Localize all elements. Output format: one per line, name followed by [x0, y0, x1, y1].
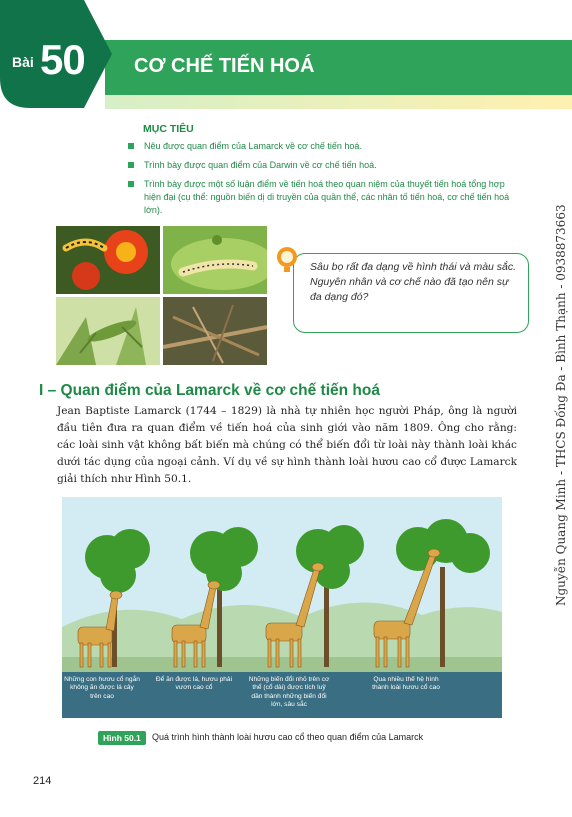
figure-step-caption: Những biến đổi nhỏ trên cơ thể (cổ dài) được tích luỹ dần thành những biến đổi lớn, sâu sắc	[248, 676, 330, 709]
photo-caterpillar-on-leaf	[163, 226, 267, 294]
objective-item: Trình bày được quan điểm của Darwin về cơ chế tiến hoá.	[124, 159, 519, 172]
section-paragraph: Jean Baptiste Lamarck (1744 – 1829) là nhà tự nhiên học người Pháp, ông là người đầu tiên đưa ra quan điểm về tiến hoá của sinh giới vào năm 1809. Ông cho rằng: các loài sinh vật không bất biến mà chúng có thể biến đổi từ loài này thành loài khác dưới tác dụng của ngoại cảnh. Ví dụ về sự hình thành loài hươu cao cổ được Lamarck giải thích như Hình 50.1.	[57, 405, 517, 485]
figure-step-caption: Những con hươu cổ ngắn không ăn được lá cây trên cao	[64, 676, 140, 700]
photo-grasshopper	[56, 297, 160, 365]
photo-stick-insect	[163, 297, 267, 365]
page-number: 214	[33, 775, 52, 787]
side-watermark	[536, 188, 568, 608]
objective-item: Trình bày được một số luận điểm về tiến hoá theo quan niệm của thuyết tiến hoá tổng hợp hiện đại (cụ thể: nguồn biến dị di truyền của quần thể, các nhân tố tiến hoá, cơ chế tiến hoá lớn).	[124, 178, 519, 217]
lightbulb-icon	[276, 246, 298, 274]
figure-label: Hình 50.1	[98, 731, 146, 745]
question-text: Sâu bọ rất đa dạng về hình thái và màu sắc. Nguyên nhân và cơ chế nào đã tạo nên sự đa dạng đó?	[310, 261, 517, 303]
lesson-title: CƠ CHẾ TIẾN HOÁ	[134, 55, 315, 77]
figure-caption: Quá trình hình thành loài hươu cao cổ theo quan điểm của Lamarck	[152, 732, 424, 742]
figure-step-caption: Qua nhiều thế hệ hình thành loài hươu cổ cao	[372, 676, 440, 692]
objective-item: Nêu được quan điểm của Lamarck về cơ chế tiến hoá.	[124, 140, 519, 153]
lesson-number: 50	[40, 36, 85, 83]
objectives-title: MỤC TIÊU	[143, 123, 194, 135]
lesson-word: Bài	[12, 54, 34, 70]
figure-step-caption: Để ăn được lá, hươu phải vươn cao cổ	[155, 676, 233, 692]
side-watermark-text: Nguyễn Quang Minh - THCS Đống Đa - Bình Thạnh - 0938873663	[554, 204, 568, 606]
title-banner-shadow	[105, 95, 572, 109]
objectives-list	[124, 140, 519, 223]
section-heading: I – Quan điểm của Lamarck về cơ chế tiến hoá	[39, 382, 380, 399]
photo-caterpillar-on-flower	[56, 226, 160, 294]
